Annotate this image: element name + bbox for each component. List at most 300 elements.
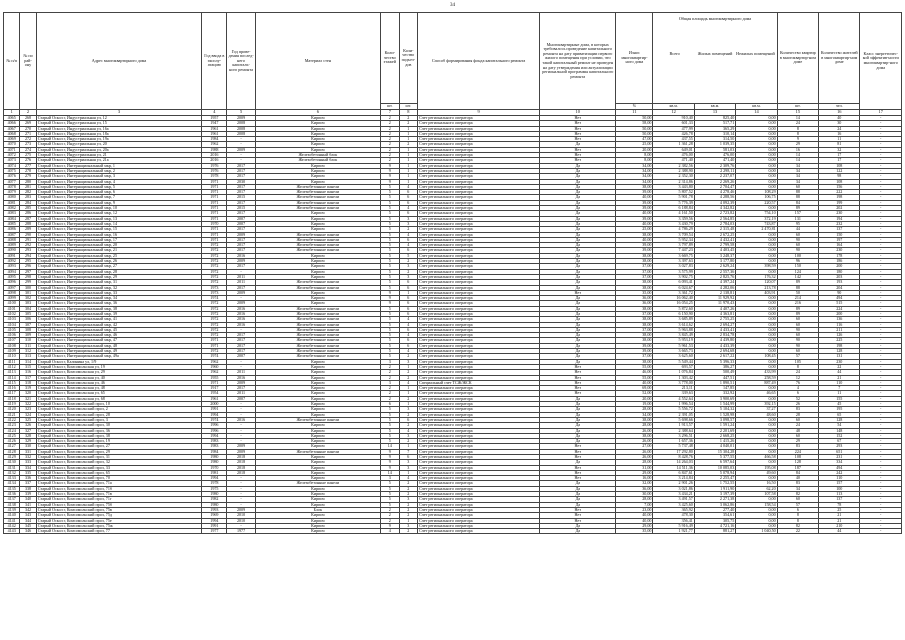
address: Старый Оскол г, Интернациональный мкр, 25: [36, 253, 202, 258]
wear-percent: 38,00: [616, 259, 653, 264]
entrances: 2: [399, 370, 418, 375]
area-residential: 2 138,81: [694, 290, 735, 295]
energy-class: -: [860, 386, 902, 391]
address: Старый Оскол г, Интернациональный мкр, 49: [36, 349, 202, 354]
row-number: 4075: [4, 168, 20, 173]
district-number: 333: [20, 460, 36, 465]
column-number: 2: [20, 110, 36, 116]
area-nonresidential: 0,00: [736, 523, 777, 528]
energy-class: -: [860, 507, 902, 512]
area-total: 1 913,57: [653, 423, 694, 428]
wear-percent: 8,00: [616, 158, 653, 163]
area-nonresidential: 0,00: [736, 386, 777, 391]
fund-method: Счет регионального оператора: [418, 497, 540, 502]
address: Старый Оскол г, Интернациональный мкр, 47: [36, 338, 202, 343]
area-residential: 4 278,46: [694, 190, 735, 195]
energy-class: -: [860, 380, 902, 385]
wear-percent: 38,00: [616, 333, 653, 338]
repair-required: Нет: [540, 147, 616, 152]
district-number: 304: [20, 306, 36, 311]
residents-count: 78: [819, 502, 860, 507]
address: Старый Оскол г, Комсомольский прсп, 71г: [36, 497, 202, 502]
year-built: 1971: [202, 232, 227, 237]
repair-required: Да: [540, 211, 616, 216]
wall-material: Кирпич: [255, 518, 380, 523]
entrances: 4: [399, 206, 418, 211]
area-total: 1 303,42: [653, 375, 694, 380]
floors: 5: [381, 232, 400, 237]
last-repair-year: -: [227, 497, 255, 502]
area-nonresidential: 106,75: [736, 195, 777, 200]
year-built: 1993: [202, 507, 227, 512]
fund-method: Счет регионального оператора: [418, 386, 540, 391]
year-built: 1994: [202, 476, 227, 481]
wall-material: Кирпич: [255, 423, 380, 428]
row-number: 4109: [4, 349, 20, 354]
repair-required: Да: [540, 492, 616, 497]
fund-method: Счет регионального оператора: [418, 481, 540, 486]
area-residential: 2 784,03: [694, 221, 735, 226]
repair-required: Да: [540, 396, 616, 401]
energy-class: -: [860, 163, 902, 168]
energy-class: -: [860, 153, 902, 158]
row-number: 4070: [4, 142, 20, 147]
last-repair-year: 2018: [227, 460, 255, 465]
energy-class: -: [860, 280, 902, 285]
area-residential: 471,40: [694, 158, 735, 163]
wall-material: Железобетонные панели: [255, 349, 380, 354]
entrances: 4: [399, 428, 418, 433]
entrances: 4: [399, 232, 418, 237]
apartments-count: 29: [777, 142, 818, 147]
apartments-count: 52: [777, 396, 818, 401]
table-body: [4, 116, 902, 534]
wall-material: Железобетонные панели: [255, 248, 380, 253]
column-number: 5: [227, 110, 255, 116]
repair-required: Нет: [540, 380, 616, 385]
repair-required: Да: [540, 417, 616, 422]
district-number: 292: [20, 243, 36, 248]
repair-required: Нет: [540, 386, 616, 391]
apartments-count: 48: [777, 428, 818, 433]
area-nonresidential: 0,00: [736, 518, 777, 523]
address: Старый Оскол г, Комсомольский прсп, 27: [36, 444, 202, 449]
energy-class: -: [860, 179, 902, 184]
wear-percent: 38,00: [616, 253, 653, 258]
row-number: 4089: [4, 243, 20, 248]
wall-material: Кирпич: [255, 396, 380, 401]
wear-percent: 39,00: [616, 206, 653, 211]
fund-method: Счет регионального оператора: [418, 455, 540, 460]
year-built: 1991: [202, 523, 227, 528]
area-nonresidential: 0,00: [736, 269, 777, 274]
area-total: 3 443,80: [653, 184, 694, 189]
area-nonresidential: 16,50: [736, 481, 777, 486]
area-total: 3 296,51: [653, 433, 694, 438]
floors: 14: [381, 470, 400, 475]
entrances: 6: [399, 190, 418, 195]
fund-method: Счет регионального оператора: [418, 433, 540, 438]
last-repair-year: 2030: [227, 179, 255, 184]
address: Старый Оскол г, Индустриальная ул, 16а: [36, 126, 202, 131]
area-nonresidential: 0,00: [736, 296, 777, 301]
area-total: 5 952,34: [653, 237, 694, 242]
residents-count: 116: [819, 322, 860, 327]
year-built: 1962: [202, 142, 227, 147]
residents-count: 186: [819, 259, 860, 264]
area-nonresidential: 0,00: [736, 349, 777, 354]
address: Старый Оскол г, Индустриальная ул, 12: [36, 116, 202, 121]
wear-percent: 35,00: [616, 529, 653, 534]
apartments-count: 24: [777, 370, 818, 375]
area-total: 5 961,53: [653, 343, 694, 348]
address: Старый Оскол г, Комсомольский прсп, 2: [36, 407, 202, 412]
floors: 5: [381, 327, 400, 332]
apartments-count: 14: [777, 116, 818, 121]
energy-class: -: [860, 195, 902, 200]
area-residential: 4 432,41: [694, 237, 735, 242]
unit-entrances: шт.: [399, 104, 418, 110]
area-nonresidential: 0,00: [736, 449, 777, 454]
entrances: 4: [399, 243, 418, 248]
apartments-count: 76: [777, 380, 818, 385]
residents-count: 651: [819, 449, 860, 454]
residents-count: 7: [819, 386, 860, 391]
area-nonresidential: 0,00: [736, 116, 777, 121]
last-repair-year: 2009: [227, 147, 255, 152]
area-nonresidential: 0,00: [736, 253, 777, 258]
year-built: 1984: [202, 137, 227, 142]
wall-material: Кирпич: [255, 216, 380, 221]
address: Старый Оскол г, Интернациональный мкр, 31: [36, 280, 202, 285]
residents-count: 65: [819, 412, 860, 417]
energy-class: -: [860, 497, 902, 502]
fund-method: Счет регионального оператора: [418, 221, 540, 226]
entrances: 2: [399, 116, 418, 121]
column-number: 9: [418, 110, 540, 116]
area-nonresidential: 0,00: [736, 444, 777, 449]
wear-percent: 39,00: [616, 200, 653, 205]
residents-count: 25: [819, 507, 860, 512]
district-number: 342: [20, 507, 36, 512]
repair-required: Да: [540, 200, 616, 205]
district-number: 282: [20, 190, 36, 195]
address: Старый Оскол г, Комсомольский прсп, 29: [36, 449, 202, 454]
fund-method: Счет регионального оператора: [418, 486, 540, 491]
wear-percent: 38,00: [616, 280, 653, 285]
floors: 5: [381, 248, 400, 253]
unit-wear: %: [616, 104, 653, 110]
wear-percent: 23,00: [616, 507, 653, 512]
address: Старый Оскол г, Комсомольский прсп, 19: [36, 439, 202, 444]
fund-method: Счет регионального оператора: [418, 137, 540, 142]
repair-required: Да: [540, 168, 616, 173]
wear-percent: 69,00: [616, 386, 653, 391]
wall-material: Кирпич: [255, 221, 380, 226]
row-number: 4107: [4, 338, 20, 343]
area-total: 5 953,19: [653, 338, 694, 343]
year-built: 1972: [202, 253, 227, 258]
district-number: 303: [20, 301, 36, 306]
residents-count: 156: [819, 184, 860, 189]
wear-percent: 28,00: [616, 407, 653, 412]
energy-class: -: [860, 322, 902, 327]
last-repair-year: 2009: [227, 259, 255, 264]
area-total: 3 685,89: [653, 317, 694, 322]
address: Старый Оскол г, Интернациональный мкр, 48: [36, 343, 202, 348]
residents-count: 11: [819, 391, 860, 396]
row-number: 4131: [4, 465, 20, 470]
fund-method: Счет регионального оператора: [418, 147, 540, 152]
floors: 9: [381, 449, 400, 454]
apartments-count: 142: [777, 274, 818, 279]
wear-percent: 20,00: [616, 147, 653, 152]
last-repair-year: 2008: [227, 126, 255, 131]
area-residential: 310,14: [694, 131, 735, 136]
apartments-count: 60: [777, 417, 818, 422]
floors: 6: [381, 402, 400, 407]
area-nonresidential: 213,78: [736, 285, 777, 290]
floors: 9: [381, 168, 400, 173]
address: Старый Оскол г, Комсомольский прсп, 10: [36, 402, 202, 407]
floors: 5: [381, 486, 400, 491]
area-residential: 3 098,57: [694, 417, 735, 422]
area-nonresidential: 0,00: [736, 121, 777, 126]
address: Старый Оскол г, Интернациональный мкр, 39: [36, 311, 202, 316]
fund-method: Счет регионального оператора: [418, 470, 540, 475]
year-built: 1994: [202, 412, 227, 417]
area-total: 339,63: [653, 391, 694, 396]
wall-material: Кирпич: [255, 486, 380, 491]
area-total: 1 657,36: [653, 439, 694, 444]
year-built: 2000: [202, 402, 227, 407]
year-built: 1960: [202, 364, 227, 369]
district-number: 276: [20, 158, 36, 163]
fund-method: Счет регионального оператора: [418, 269, 540, 274]
repair-required: Да: [540, 497, 616, 502]
row-number: 4082: [4, 206, 20, 211]
district-number: 297: [20, 269, 36, 274]
area-residential: 476,00: [694, 153, 735, 158]
entrances: 6: [399, 248, 418, 253]
wall-material: Железобетонные панели: [255, 306, 380, 311]
area-residential: 5 396,33: [694, 359, 735, 364]
address: Старый Оскол г, Интернациональный мкр, 34: [36, 296, 202, 301]
fund-method: Счет регионального оператора: [418, 190, 540, 195]
area-nonresidential: 0,00: [736, 306, 777, 311]
last-repair-year: -: [227, 486, 255, 491]
repair-required: Нет: [540, 116, 616, 121]
fund-method: Счет регионального оператора: [418, 412, 540, 417]
apartments-count: 89: [777, 306, 818, 311]
energy-class: -: [860, 460, 902, 465]
wall-material: Кирпич: [255, 444, 380, 449]
area-total: 2 382,56: [653, 163, 694, 168]
unit-area-nonresidential: кв.м.: [736, 104, 777, 110]
area-total: 437,55: [653, 137, 694, 142]
wear-percent: 36,00: [616, 301, 653, 306]
area-residential: 386,27: [694, 364, 735, 369]
floors: 5: [381, 184, 400, 189]
floors: 5: [381, 243, 400, 248]
repair-required: Да: [540, 243, 616, 248]
address: Старый Оскол г, Интернациональный мкр, 14: [36, 221, 202, 226]
year-built: 1954: [202, 391, 227, 396]
header-number: № п/п: [4, 13, 20, 110]
fund-method: Счет регионального оператора: [418, 153, 540, 158]
row-number: 4083: [4, 211, 20, 216]
residents-count: 108: [819, 179, 860, 184]
address: Старый Оскол г, Индустриальная ул, 18а: [36, 131, 202, 136]
district-number: 334: [20, 465, 36, 470]
wall-material: Кирпич: [255, 380, 380, 385]
last-repair-year: 2016: [227, 311, 255, 316]
wear-percent: 55,00: [616, 375, 653, 380]
year-built: 1962: [202, 370, 227, 375]
area-nonresidential: 0,00: [736, 142, 777, 147]
area-total: 3 625,60: [653, 354, 694, 359]
entrances: 6: [399, 338, 418, 343]
last-repair-year: -: [227, 296, 255, 301]
area-total: 910,40: [653, 116, 694, 121]
wall-material: Кирпич: [255, 290, 380, 295]
last-repair-year: 2007: [227, 396, 255, 401]
header-last-repair-year: Год прове-дения послед-него капиталь-ного ремонта: [227, 13, 255, 110]
floors: 2: [381, 131, 400, 136]
wear-percent: 31,00: [616, 465, 653, 470]
repair-required: Да: [540, 407, 616, 412]
fund-method: Счет регионального оператора: [418, 327, 540, 332]
repair-required: Нет: [540, 444, 616, 449]
wall-material: Железобетонный блок: [255, 153, 380, 158]
floors: 9: [381, 174, 400, 179]
row-number: 4128: [4, 449, 20, 454]
energy-class: -: [860, 274, 902, 279]
wear-percent: 38,00: [616, 322, 653, 327]
fund-method: Счет регионального оператора: [418, 322, 540, 327]
area-residential: 314,50: [694, 137, 735, 142]
area-nonresidential: 392,15: [736, 402, 777, 407]
area-total: 16 062,40: [653, 296, 694, 301]
row-number: 4081: [4, 200, 20, 205]
entrances: 1: [399, 386, 418, 391]
repair-required: Да: [540, 296, 616, 301]
energy-class: -: [860, 518, 902, 523]
wall-material: Железобетонный блок: [255, 158, 380, 163]
entrances: 6: [399, 280, 418, 285]
row-number: 4097: [4, 285, 20, 290]
last-repair-year: 2015: [227, 206, 255, 211]
entrances: 2: [399, 423, 418, 428]
floors: 5: [381, 417, 400, 422]
apartments-count: 214: [777, 296, 818, 301]
year-built: 1961: [202, 396, 227, 401]
row-number: 4088: [4, 237, 20, 242]
address: Старый Оскол г, Индустриальная ул, 20: [36, 142, 202, 147]
wear-percent: 40,00: [616, 211, 653, 216]
area-residential: 2 629,24: [694, 264, 735, 269]
address: Старый Оскол г, Комсомольский прсп, 65: [36, 470, 202, 475]
repair-required: Да: [540, 195, 616, 200]
address: Старый Оскол г, Интернациональный мкр, 6: [36, 190, 202, 195]
address: Старый Оскол г, Интернациональный мкр, 21: [36, 248, 202, 253]
floors: 3: [381, 359, 400, 364]
energy-class: -: [860, 502, 902, 507]
floors: 2: [381, 153, 400, 158]
area-nonresidential: 0,00: [736, 428, 777, 433]
residents-count: 203: [819, 274, 860, 279]
year-built: 1972: [202, 264, 227, 269]
district-number: 279: [20, 174, 36, 179]
area-residential: 1 591,24: [694, 423, 735, 428]
area-residential: 881,27: [694, 529, 735, 534]
fund-method: Счет регионального оператора: [418, 492, 540, 497]
address: Старый Оскол г, Интернациональный мкр, 10: [36, 206, 202, 211]
wear-percent: 34,00: [616, 163, 653, 168]
apartments-count: 60: [777, 349, 818, 354]
area-total: 3 902,75: [653, 274, 694, 279]
address: Старый Оскол г, Интернациональный мкр, 3: [36, 174, 202, 179]
district-number: 310: [20, 338, 36, 343]
row-number: 4126: [4, 439, 20, 444]
district-number: 324: [20, 412, 36, 417]
address: Старый Оскол г, Интернациональный мкр, 2: [36, 168, 202, 173]
residents-count: 204: [819, 285, 860, 290]
apartments-count: 57: [777, 502, 818, 507]
entrances: 2: [399, 412, 418, 417]
district-number: 275: [20, 153, 36, 158]
last-repair-year: -: [227, 481, 255, 486]
district-number: 322: [20, 402, 36, 407]
area-residential: 4 407,26: [694, 306, 735, 311]
district-number: 280: [20, 179, 36, 184]
residents-count: 81: [819, 142, 860, 147]
apartments-count: 128: [777, 460, 818, 465]
area-residential: 4 040,01: [694, 444, 735, 449]
address: Старый Оскол г, Интернациональный мкр, 15: [36, 227, 202, 232]
year-built: 1973: [202, 290, 227, 295]
area-total: 5 776,39: [653, 200, 694, 205]
row-number: 4078: [4, 184, 20, 189]
apartments-count: 24: [777, 121, 818, 126]
repair-required: Нет: [540, 507, 616, 512]
last-repair-year: 2017: [227, 168, 255, 173]
residents-count: 224: [819, 306, 860, 311]
energy-class: -: [860, 211, 902, 216]
area-residential: 305,75: [694, 518, 735, 523]
column-number: 15: [777, 110, 818, 116]
row-number: 4143: [4, 529, 20, 534]
apartments-count: 124: [777, 269, 818, 274]
energy-class: -: [860, 486, 902, 491]
entrances: 7: [399, 449, 418, 454]
apartments-count: 96: [777, 259, 818, 264]
district-number: 323: [20, 407, 36, 412]
year-built: 1991: [202, 407, 227, 412]
wear-percent: 32,00: [616, 481, 653, 486]
residents-count: 100: [819, 486, 860, 491]
header-fund-method: Способ формирования фонда капитального ремонта: [418, 13, 540, 110]
energy-class: -: [860, 259, 902, 264]
row-number: 4102: [4, 311, 20, 316]
residents-count: 157: [819, 481, 860, 486]
residents-count: 210: [819, 523, 860, 528]
district-number: 313: [20, 354, 36, 359]
row-number: 4087: [4, 232, 20, 237]
repair-required: Да: [540, 174, 616, 179]
entrances: 3: [399, 497, 418, 502]
wear-percent: 36,00: [616, 486, 653, 491]
